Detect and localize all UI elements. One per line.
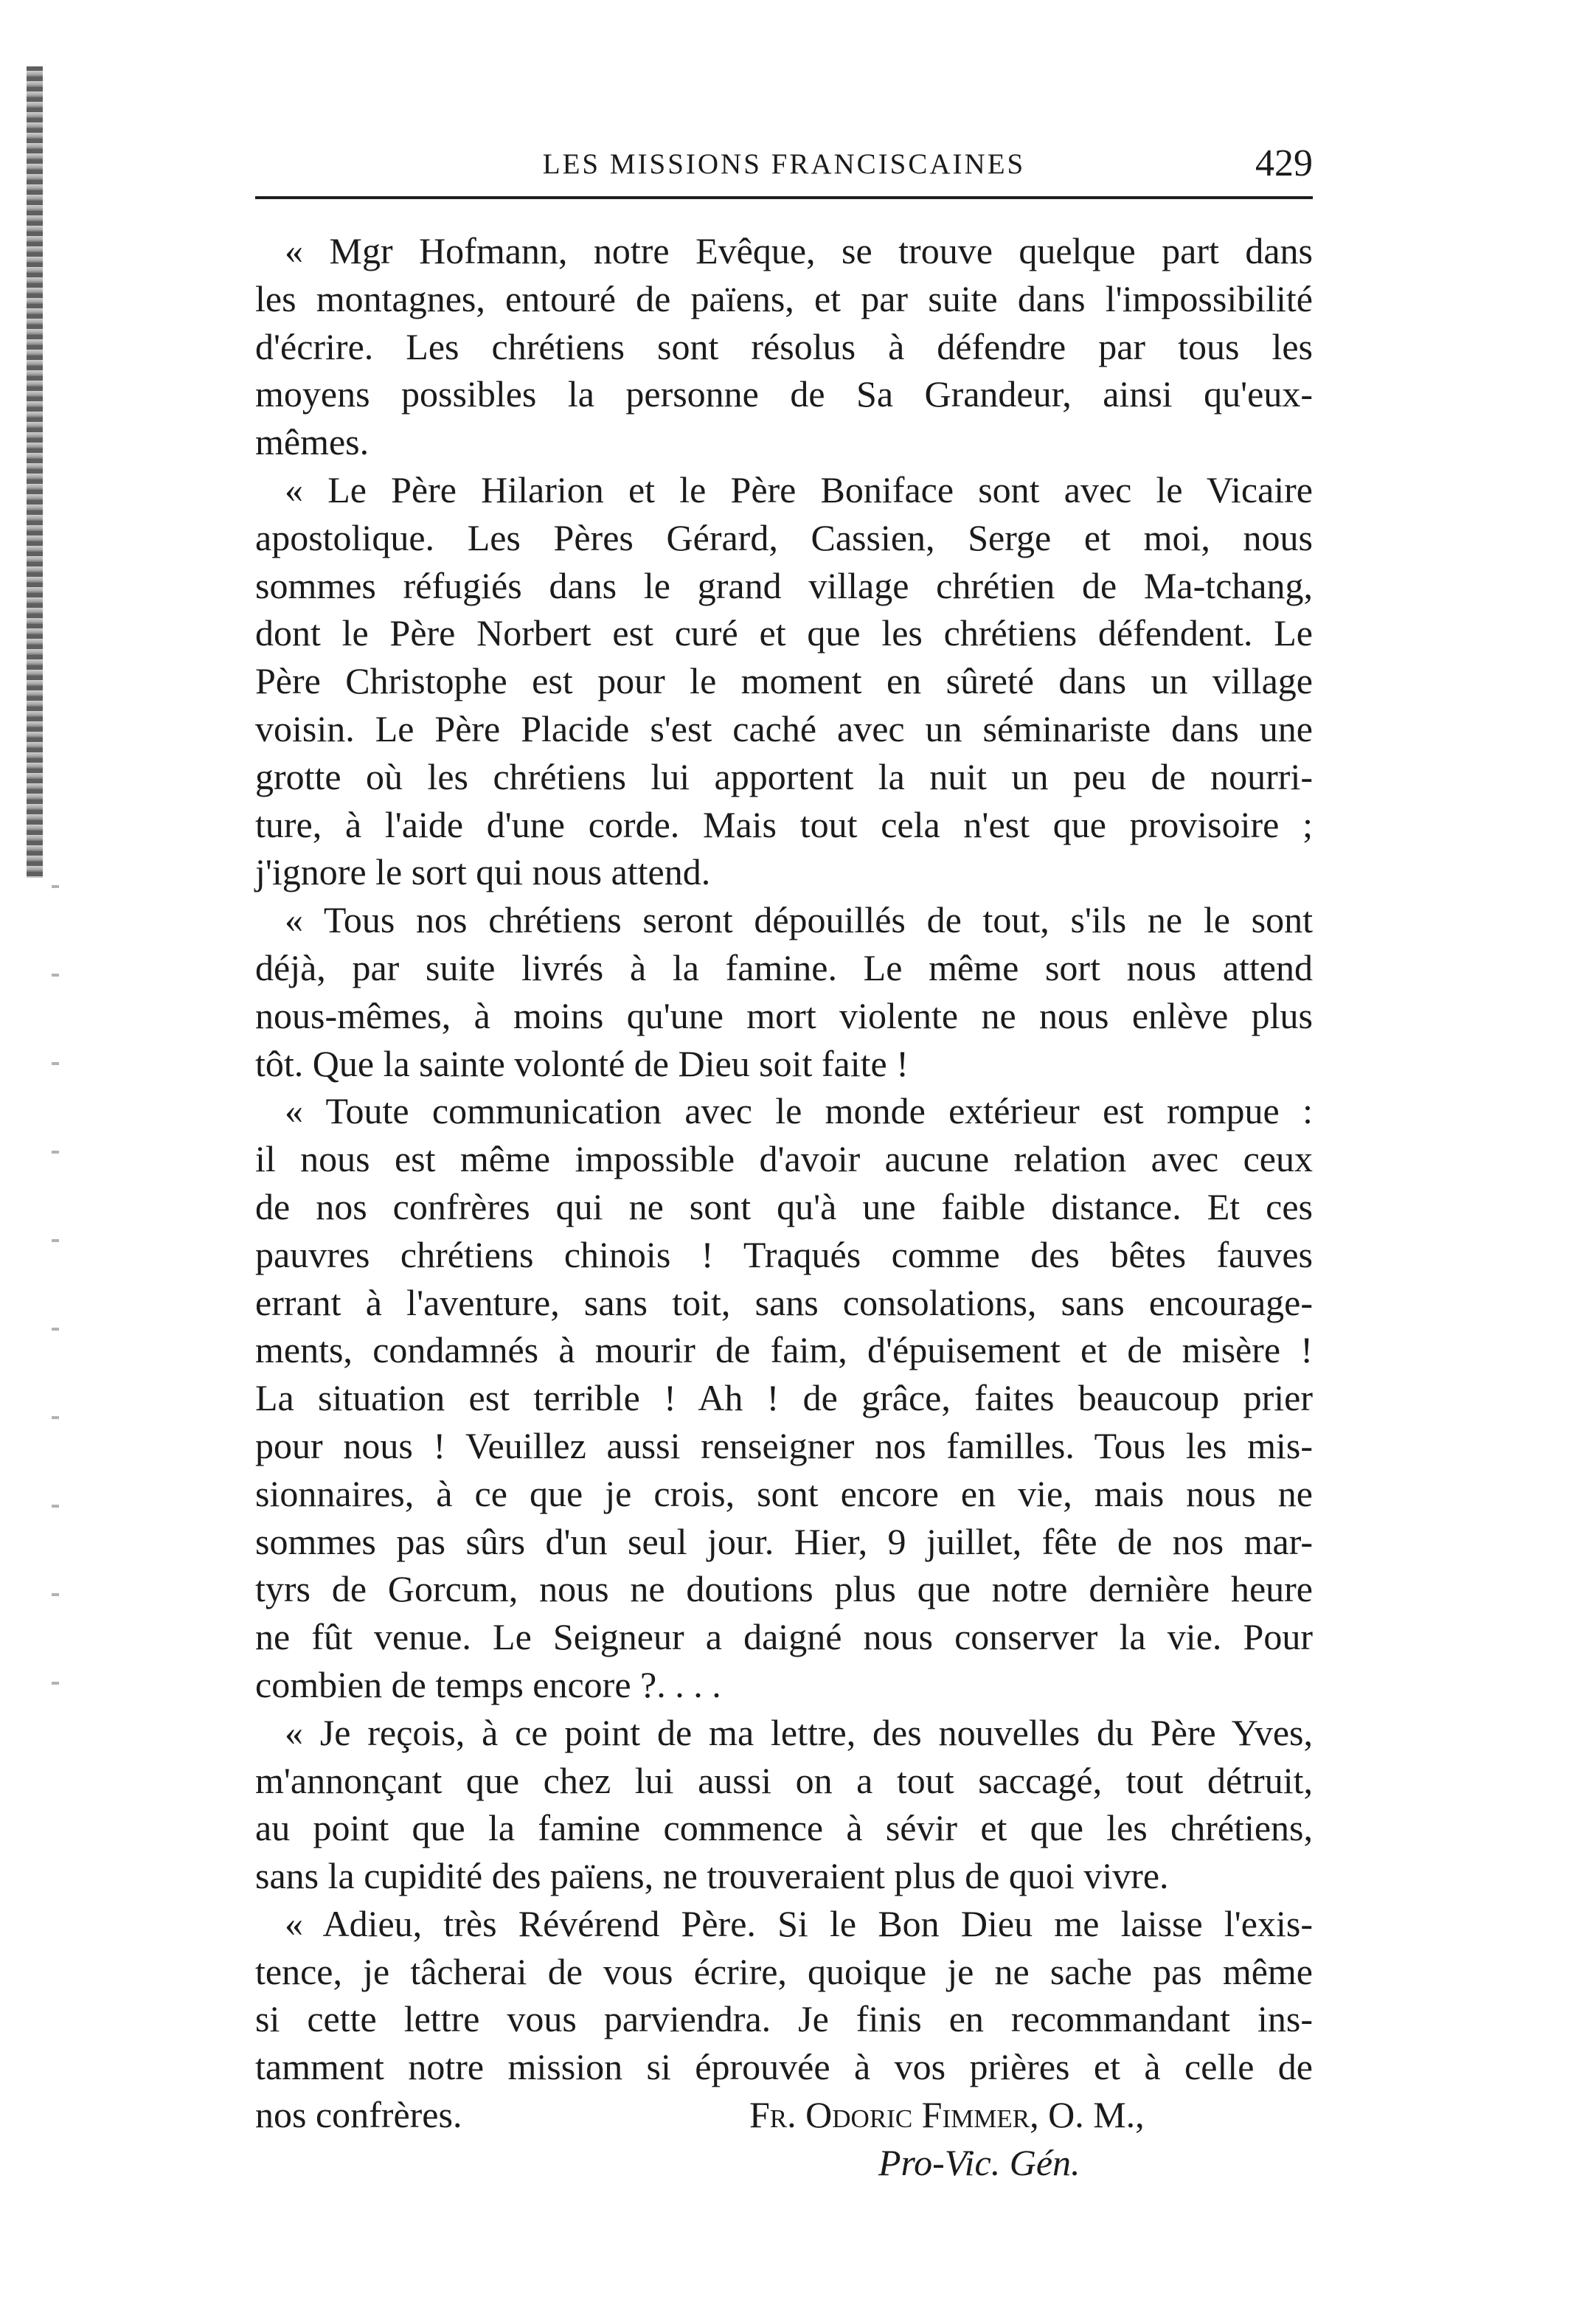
text-line: sommes réfugiés dans le grand village chrétien de Ma-tchang, bbox=[255, 564, 1313, 606]
text-line: ments, condamnés à mourir de faim, d'épuisement et de misère ! bbox=[255, 1329, 1313, 1371]
text-line: tence, je tâcherai de vous écrire, quoique je ne sache pas même bbox=[255, 1950, 1313, 1992]
paragraph bbox=[255, 1087, 1313, 1708]
text-line: j'ignore le sort qui nous attend. bbox=[255, 851, 711, 893]
paragraph bbox=[255, 896, 1313, 1087]
text-line: combien de temps encore ?. . . . bbox=[255, 1663, 721, 1705]
text-line: il nous est même impossible d'avoir aucune relation avec ceux bbox=[255, 1138, 1313, 1180]
margin-specks bbox=[52, 885, 59, 1696]
text-line: grotte où les chrétiens lui apportent la nuit un peu de nourri- bbox=[255, 755, 1313, 797]
paragraph bbox=[255, 466, 1313, 896]
page-header bbox=[255, 142, 1313, 199]
text-line: tamment notre mission si éprouvée à vos prières et à celle de bbox=[255, 2046, 1313, 2088]
closing-row bbox=[255, 2091, 1313, 2139]
text-line: voisin. Le Père Placide s'est caché avec un séminariste dans une bbox=[255, 707, 1313, 749]
running-title: LES MISSIONS FRANCISCAINES bbox=[542, 148, 1026, 180]
text-line: pour nous ! Veuillez aussi renseigner nos familles. Tous les mis- bbox=[255, 1424, 1313, 1466]
text-line: tôt. Que la sainte volonté de Dieu soit faite ! bbox=[255, 1042, 909, 1084]
text-line: les montagnes, entouré de païens, et par suite dans l'impossibilité bbox=[255, 277, 1313, 319]
text-line: « Tous nos chrétiens seront dépouillés de tout, s'ils ne le sont bbox=[285, 899, 1313, 941]
paragraph bbox=[255, 1709, 1313, 1900]
body-text bbox=[255, 227, 1313, 2091]
text-line: sommes pas sûrs d'un seul jour. Hier, 9 juillet, fête de nos mar- bbox=[255, 1520, 1313, 1562]
text-line: errant à l'aventure, sans toit, sans consolations, sans encourage- bbox=[255, 1281, 1313, 1323]
text-line: tyrs de Gorcum, nous ne doutions plus que notre dernière heure bbox=[255, 1568, 1313, 1610]
paragraph bbox=[255, 227, 1313, 466]
text-line: apostolique. Les Pères Gérard, Cassien, Serge et moi, nous bbox=[255, 516, 1313, 558]
text-line: sans la cupidité des païens, ne trouveraient plus de quoi vivre. bbox=[255, 1855, 1169, 1897]
text-line: déjà, par suite livrés à la famine. Le même sort nous attend bbox=[255, 946, 1313, 988]
text-line: au point que la famine commence à sévir et que les chrétiens, bbox=[255, 1807, 1313, 1849]
page-number: 429 bbox=[1255, 142, 1313, 184]
closing-last-line: nos confrères. bbox=[255, 2094, 462, 2136]
text-line: mêmes. bbox=[255, 421, 369, 463]
text-line: « Mgr Hofmann, notre Evêque, se trouve quelque part dans bbox=[285, 230, 1313, 271]
text-line: m'annonçant que chez lui aussi on a tout saccagé, tout détruit, bbox=[255, 1759, 1313, 1801]
text-line: de nos confrères qui ne sont qu'à une faible distance. Et ces bbox=[255, 1185, 1313, 1227]
text-line: ne fût venue. Le Seigneur a daigné nous conserver la vie. Pour bbox=[255, 1616, 1313, 1658]
text-line: nous-mêmes, à moins qu'une mort violente ne nous enlève plus bbox=[255, 994, 1313, 1036]
text-line: « Je reçois, à ce point de ma lettre, des nouvelles du Père Yves, bbox=[285, 1711, 1313, 1753]
text-line: moyens possibles la personne de Sa Grandeur, ainsi qu'eux- bbox=[255, 373, 1313, 415]
text-line: dont le Père Norbert est curé et que les chrétiens défendent. Le bbox=[255, 612, 1313, 654]
paragraph bbox=[255, 1900, 1313, 2091]
text-line: pauvres chrétiens chinois ! Traqués comme des bêtes fauves bbox=[255, 1233, 1313, 1275]
text-line: ture, à l'aide d'une corde. Mais tout cela n'est que provisoire ; bbox=[255, 803, 1313, 845]
text-line: « Adieu, très Révérend Père. Si le Bon Dieu me laisse l'exis- bbox=[285, 1902, 1313, 1944]
text-line: Père Christophe est pour le moment en sûreté dans un village bbox=[255, 660, 1313, 702]
binding-edge bbox=[27, 66, 43, 878]
text-line: « Le Père Hilarion et le Père Boniface sont avec le Vicaire bbox=[285, 468, 1313, 510]
text-line: si cette lettre vous parviendra. Je finis en recommandant ins- bbox=[255, 1998, 1313, 2040]
text-line: La situation est terrible ! Ah ! de grâce, faites beaucoup prier bbox=[255, 1377, 1313, 1419]
book-page bbox=[255, 142, 1313, 2187]
signature-title-row bbox=[255, 2139, 1313, 2187]
signature: Fr. Odoric Fimmer, O. M., bbox=[749, 2094, 1145, 2136]
text-line: « Toute communication avec le monde extérieur est rompue : bbox=[285, 1090, 1313, 1132]
signature-title: Pro-Vic. Gén. bbox=[878, 2141, 1080, 2183]
text-line: sionnaires, à ce que je crois, sont encore en vie, mais nous ne bbox=[255, 1472, 1313, 1514]
text-line: d'écrire. Les chrétiens sont résolus à défendre par tous les bbox=[255, 325, 1313, 367]
